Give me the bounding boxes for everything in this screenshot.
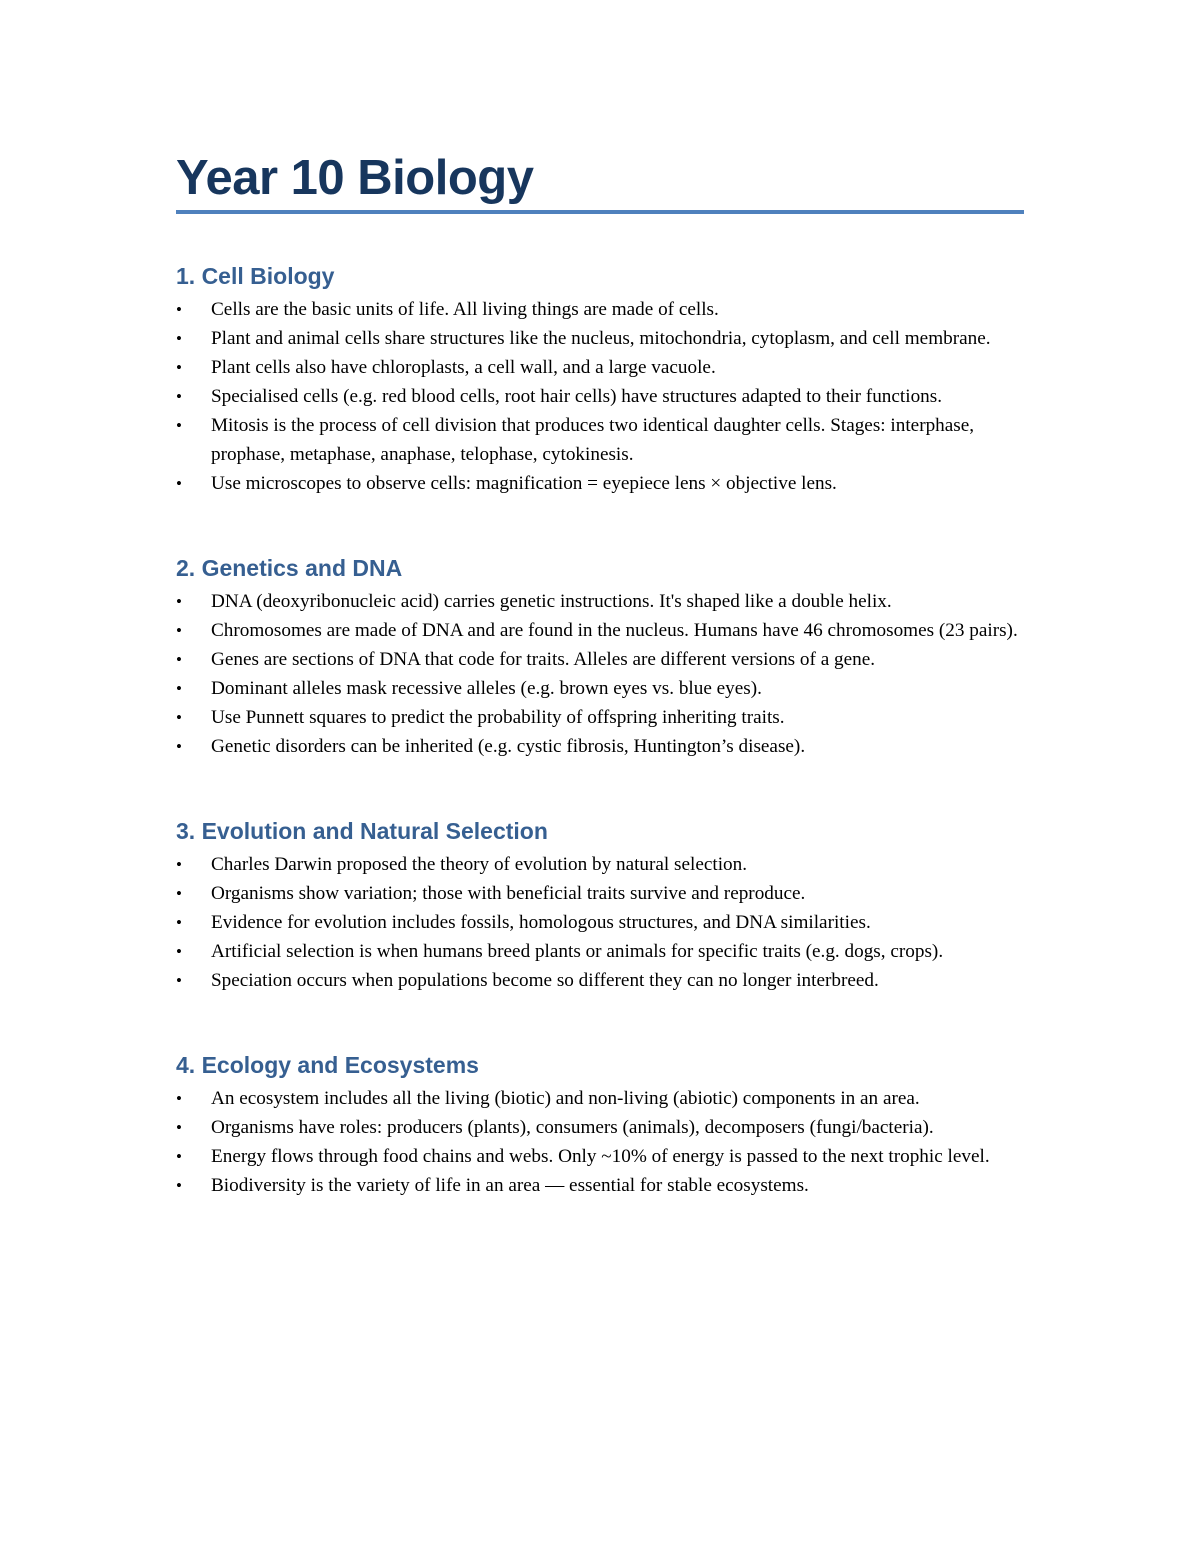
list-item [176,908,1024,937]
list-item-text: Cells are the basic units of life. All living things are made of cells. [211,299,719,320]
list-item [176,850,1024,879]
bullet-icon: • [176,971,182,990]
list-item [176,1171,1024,1200]
list-item [176,674,1024,703]
list-item-text: Use microscopes to observe cells: magnification = eyepiece lens × objective lens. [211,473,837,494]
bullet-icon: • [176,679,182,698]
bullet-icon: • [176,387,182,406]
bullet-icon: • [176,855,182,874]
list-item-text: Biodiversity is the variety of life in an area — essential for stable ecosystems. [211,1175,809,1196]
section-heading: 2. Genetics and DNA [176,555,403,581]
section-heading: 1. Cell Biology [176,263,335,289]
list-item-text: Plant and animal cells share structures like the nucleus, mitochondria, cytoplasm, and cell membrane. [211,328,991,349]
bullet-icon: • [176,358,182,377]
list-item [176,411,1024,469]
list-item [176,382,1024,411]
list-item [176,645,1024,674]
section-1 [176,261,1024,498]
list-item-text: Energy flows through food chains and webs. Only ~10% of energy is passed to the next trophic level. [211,1146,990,1167]
section-heading: 4. Ecology and Ecosystems [176,1052,479,1078]
bullet-icon: • [176,621,182,640]
list-item-text: Chromosomes are made of DNA and are found in the nucleus. Humans have 46 chromosomes (23 pairs). [211,620,1018,641]
list-item-text: Use Punnett squares to predict the probability of offspring inheriting traits. [211,707,785,728]
bullet-icon: • [176,300,182,319]
list-item [176,1084,1024,1113]
bullet-icon: • [176,1147,182,1166]
bullet-icon: • [176,1118,182,1137]
document-page [176,150,1024,1200]
sections-container [176,261,1024,1200]
list-item [176,879,1024,908]
list-item [176,616,1024,645]
list-item [176,937,1024,966]
page-title: Year 10 Biology [176,151,534,205]
bullet-icon: • [176,942,182,961]
list-item-text: Genes are sections of DNA that code for traits. Alleles are different versions of a gene. [211,649,876,670]
list-item-text: Dominant alleles mask recessive alleles (e.g. brown eyes vs. blue eyes). [211,678,762,699]
list-item-text: An ecosystem includes all the living (biotic) and non-living (abiotic) components in an area. [211,1088,920,1109]
bullet-list [176,295,1024,498]
list-item [176,324,1024,353]
bullet-list [176,850,1024,995]
bullet-icon: • [176,329,182,348]
bullet-icon: • [176,884,182,903]
bullet-icon: • [176,592,182,611]
list-item-text: Plant cells also have chloroplasts, a cell wall, and a large vacuole. [211,357,716,378]
section-heading: 3. Evolution and Natural Selection [176,818,548,844]
list-item-text: Evidence for evolution includes fossils, homologous structures, and DNA similarities. [211,912,871,933]
list-item [176,295,1024,324]
list-item [176,966,1024,995]
list-item-text: Charles Darwin proposed the theory of evolution by natural selection. [211,854,748,875]
list-item-text: Organisms have roles: producers (plants), consumers (animals), decomposers (fungi/bacteria). [211,1117,934,1138]
bullet-icon: • [176,1176,182,1195]
bullet-list [176,1084,1024,1200]
list-item [176,469,1024,498]
list-item [176,587,1024,616]
section-4 [176,1050,1024,1200]
section-2 [176,553,1024,761]
bullet-icon: • [176,737,182,756]
list-item-text: Speciation occurs when populations become so different they can no longer interbreed. [211,970,879,991]
list-item-text: Artificial selection is when humans breed plants or animals for specific traits (e.g. dogs, crops). [211,941,944,962]
list-item [176,1142,1024,1171]
title-underline [176,210,1024,214]
bullet-list [176,587,1024,761]
list-item-text: Mitosis is the process of cell division that produces two identical daughter cells. Stages: interphase, prophase, metaphase, anaphase, telophase, cytokinesis. [211,415,975,465]
list-item [176,353,1024,382]
bullet-icon: • [176,650,182,669]
section-3 [176,816,1024,995]
list-item-text: DNA (deoxyribonucleic acid) carries genetic instructions. It's shaped like a double helix. [211,591,892,612]
list-item-text: Specialised cells (e.g. red blood cells, root hair cells) have structures adapted to their functions. [211,386,943,407]
list-item [176,703,1024,732]
bullet-icon: • [176,913,182,932]
bullet-icon: • [176,1089,182,1108]
list-item-text: Organisms show variation; those with beneficial traits survive and reproduce. [211,883,806,904]
list-item [176,1113,1024,1142]
bullet-icon: • [176,416,182,435]
bullet-icon: • [176,708,182,727]
list-item [176,732,1024,761]
bullet-icon: • [176,474,182,493]
list-item-text: Genetic disorders can be inherited (e.g. cystic fibrosis, Huntington’s disease). [211,736,806,757]
